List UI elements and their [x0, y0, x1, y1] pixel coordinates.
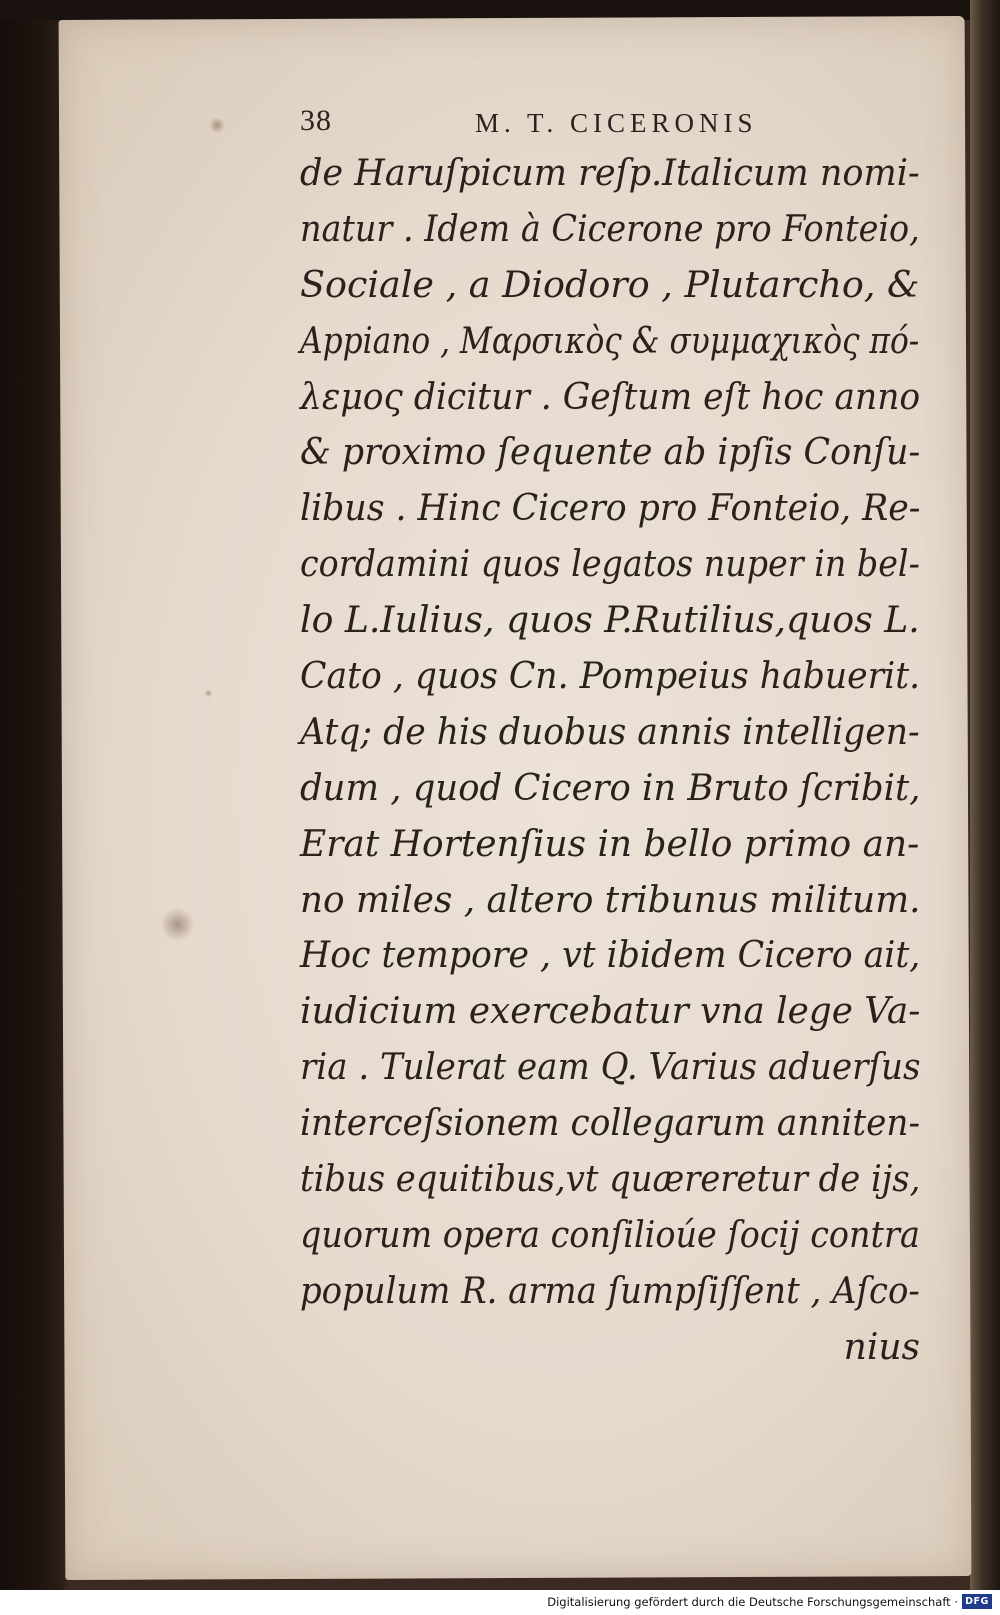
book-edge: [970, 0, 1000, 1590]
page-number: 38: [300, 104, 332, 137]
text-line: tibus equitibus,vt quæreretur de ijs,: [300, 1159, 921, 1201]
credit-text: Digitalisierung gefördert durch die Deutsche Forschungsgemeinschaft ·: [547, 1595, 958, 1609]
ink-stain: [205, 689, 213, 697]
digitization-credit: [0, 1590, 1000, 1615]
text-line: Erat Hortenſius in bello primo an-: [300, 823, 920, 865]
text-line: libus . Hinc Cicero pro Fonteio, Re-: [300, 488, 921, 530]
text-line: natur . Idem à Cicerone pro Fonteio,: [300, 208, 920, 250]
text-line: dum , quod Cicero in Bruto ſcribit,: [300, 767, 921, 809]
text-line: Cato , quos Cn. Pompeius habuerit.: [300, 656, 921, 698]
running-title: M. T. CICERONIS: [475, 108, 758, 138]
text-line: ria . Tulerat eam Q. Varius aduerſus: [300, 1047, 921, 1089]
text-line: Atq; de his duobus annis intelligen-: [300, 711, 920, 753]
text-line: populum R. arma ſumpſiſſent , Aſco-: [300, 1270, 920, 1312]
page-header: [300, 104, 820, 144]
text-line: lo L.Iulius, quos P.Rutilius,quos L.: [300, 600, 920, 642]
dfg-logo: DFG: [962, 1594, 992, 1609]
text-line: de Haruſpicum reſp.Italicum nomi-: [300, 153, 920, 194]
text-line: Sociale , a Diodoro , Plutarcho, &: [300, 264, 920, 306]
text-line: & proximo ſequente ab ipſis Conſu-: [300, 432, 921, 474]
catchword: nius: [843, 1326, 920, 1368]
text-line: λεμος dicitur . Geſtum eſt hoc anno: [300, 376, 921, 418]
text-line: no miles , altero tribunus militum.: [300, 879, 921, 921]
text-line: Hoc tempore , vt ibidem Cicero ait,: [300, 935, 921, 977]
text-line: Appiano , Μαρσικὸς & συμμαχικὸς πό-: [300, 320, 920, 362]
text-line: cordamini quos legatos nuper in bel-: [300, 544, 920, 586]
text-line: quorum opera conſilioúe ſocij contra: [300, 1214, 920, 1256]
body-text: [300, 146, 940, 1376]
ink-stain: [160, 907, 194, 941]
text-line: interceſsionem collegarum anniten-: [300, 1103, 921, 1145]
text-line: iudicium exercebatur vna lege Va-: [300, 991, 921, 1033]
ink-stain: [209, 117, 225, 133]
